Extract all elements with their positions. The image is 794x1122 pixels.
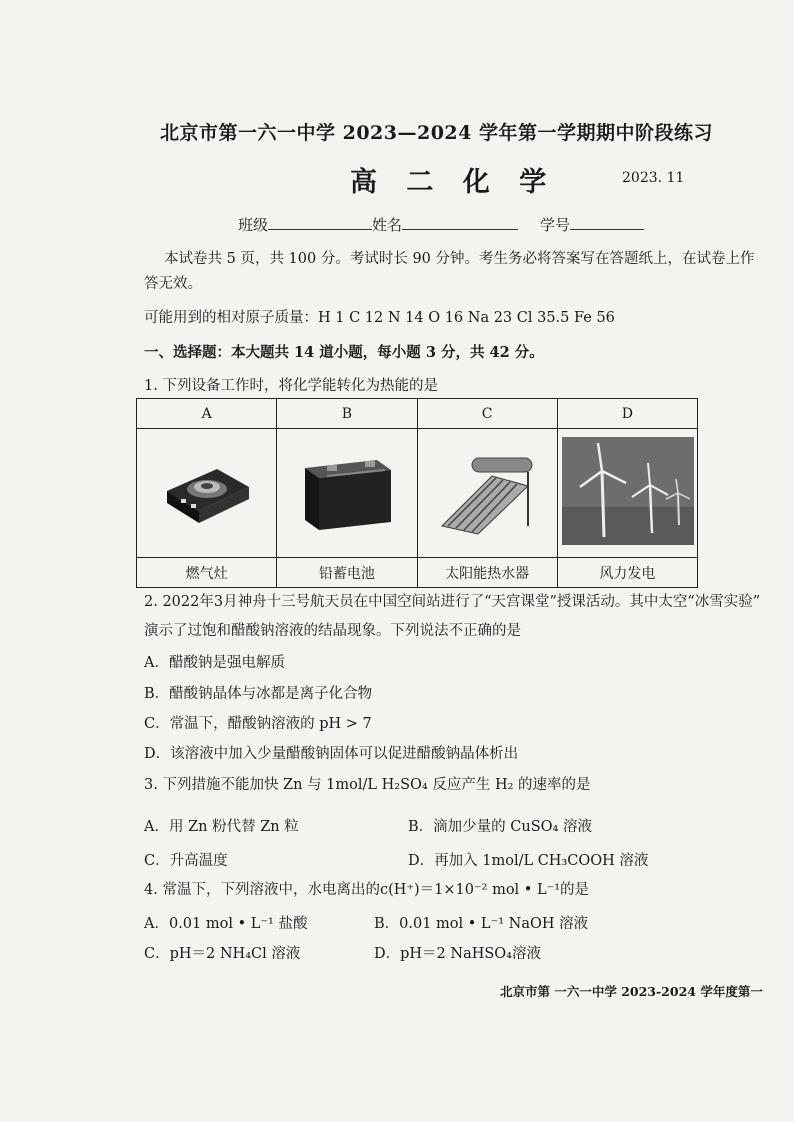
q3-stem: 3. 下列措施不能加快 Zn 与 1mol/L H₂SO₄ 反应产生 H₂ 的速率的是 — [144, 777, 591, 793]
q2-option-a: A．醋酸钠是强电解质 — [144, 655, 285, 671]
q1-letter-c: C — [417, 399, 557, 429]
student-info-fields — [238, 214, 644, 235]
exam-date: 2023. 11 — [622, 170, 685, 186]
id-blank — [570, 215, 644, 230]
q2-option-c: C．常温下，醋酸钠溶液的 pH > 7 — [144, 716, 372, 732]
atomic-masses: 可能用到的相对原子质量：H 1 C 12 N 14 O 16 Na 23 Cl 35.5 Fe 56 — [144, 310, 615, 326]
name-label: 姓名 — [372, 216, 403, 234]
q2-option-d: D．该溶液中加入少量醋酸钠固体可以促进醋酸钠晶体析出 — [144, 746, 519, 762]
q3-option-b: B．滴加少量的 CuSO₄ 溶液 — [408, 819, 592, 835]
q4-option-b: B．0.01 mol • L⁻¹ NaOH 溶液 — [374, 916, 589, 932]
id-label: 学号 — [540, 216, 571, 234]
solar-water-heater-icon — [432, 446, 542, 536]
page-footer: 北京市第 一六一中学 2023-2024 学年度第一 — [500, 984, 763, 999]
q2-stem-line2: 演示了过饱和醋酸钠溶液的结晶现象。下列说法不正确的是 — [144, 623, 521, 639]
q4-stem: 4. 常温下，下列溶液中，水电离出的c(H⁺)＝1×10⁻² mol • L⁻¹的是 — [144, 882, 590, 898]
class-blank — [268, 215, 372, 230]
q3-option-d: D．再加入 1mol/L CH₃COOH 溶液 — [408, 853, 649, 869]
q4-option-c: C．pH＝2 NH₄Cl 溶液 — [144, 946, 301, 962]
q2-option-b: B．醋酸钠晶体与冰都是离子化合物 — [144, 686, 373, 702]
section1-heading: 一、选择题：本大题共 14 道小题，每小题 3 分，共 42 分。 — [144, 344, 544, 361]
instructions-line2: 答无效。 — [144, 276, 202, 292]
q3-option-c: C．升高温度 — [144, 853, 228, 869]
q2-stem-line1: 2. 2022年3月神舟十三号航天员在中国空间站进行了“天宫课堂”授课活动。其中太空“冰雪实验” — [144, 594, 761, 610]
q1-label-c: 太阳能热水器 — [417, 558, 557, 588]
q4-option-a: A．0.01 mol • L⁻¹ 盐酸 — [144, 916, 308, 932]
instructions-line1: 本试卷共 5 页，共 100 分。考试时长 90 分钟。考生务必将答案写在答题纸上，在试卷上作 — [164, 251, 755, 267]
subject-title: 高 二 化 学 — [350, 167, 557, 198]
q3-option-a: A．用 Zn 粉代替 Zn 粒 — [144, 819, 299, 835]
q4-option-d: D．pH＝2 NaHSO₄溶液 — [374, 946, 541, 962]
q1-letter-b: B — [277, 399, 417, 429]
lead-acid-battery-icon — [297, 446, 397, 536]
q1-options-table — [136, 398, 698, 588]
q1-label-a: 燃气灶 — [137, 558, 277, 588]
q1-letter-a: A — [137, 399, 277, 429]
gas-stove-icon — [157, 451, 257, 531]
class-label: 班级 — [238, 216, 269, 234]
exam-title: 北京市第一六一中学 2023—2024 学年第一学期期中阶段练习 — [160, 122, 713, 144]
q1-label-b: 铅蓄电池 — [277, 558, 417, 588]
q1-label-d: 风力发电 — [557, 558, 697, 588]
name-blank — [402, 215, 518, 230]
q1-stem: 1. 下列设备工作时，将化学能转化为热能的是 — [144, 378, 438, 394]
q1-letter-d: D — [557, 399, 697, 429]
wind-turbine-icon — [562, 437, 694, 545]
